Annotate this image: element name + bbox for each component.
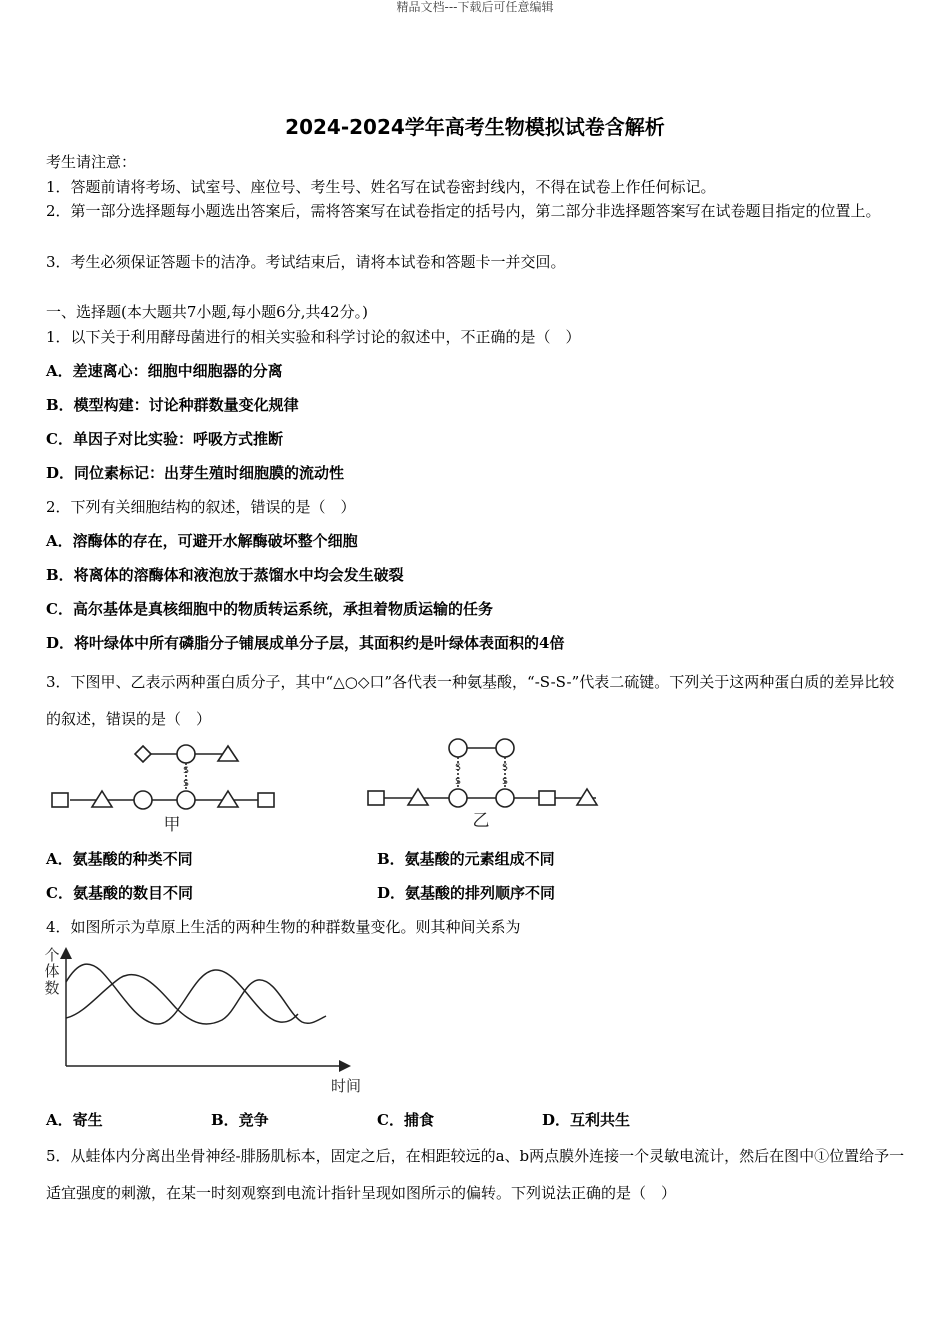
q3-option-a: A．氨基酸的种类不同 bbox=[46, 850, 193, 868]
ss-bond-label: S bbox=[502, 777, 508, 787]
square-shape bbox=[539, 791, 555, 805]
circle-shape bbox=[134, 791, 152, 809]
triangle-shape bbox=[92, 791, 112, 807]
notice-heading: 考生请注意： bbox=[46, 153, 137, 171]
q1-option-c: C．单因子对比实验：呼吸方式推断 bbox=[46, 430, 283, 448]
diamond-shape bbox=[135, 746, 151, 762]
ss-bond-label: S bbox=[455, 763, 461, 773]
header-note: 精品文档---下载后可任意编辑 bbox=[396, 0, 554, 14]
y-axis-label: 数 bbox=[44, 979, 60, 997]
q1-option-d: D．同位素标记：出芽生殖时细胞膜的流动性 bbox=[46, 464, 345, 482]
circle-shape bbox=[449, 739, 467, 757]
q1-option-a: A．差速离心：细胞中细胞器的分离 bbox=[46, 362, 283, 380]
protein-figure bbox=[46, 738, 616, 838]
q5-stem: 5．从蛙体内分离出坐骨神经-腓肠肌标本，固定之后，在相距较远的a、b两点膜外连接一个灵敏电流计，然后在图中①位置给予一适宜强度的刺激，在某一时刻观察到电流计指针呈现如图所示的偏转。下列说法正确的是（ ） bbox=[46, 1147, 905, 1202]
q2-stem: 2．下列有关细胞结构的叙述，错误的是（ ） bbox=[46, 498, 356, 516]
q3-option-c: C．氨基酸的数目不同 bbox=[46, 884, 193, 902]
y-axis-label: 体 bbox=[44, 962, 60, 980]
notice-item-3: 3．考生必须保证答题卡的洁净。考试结束后，请将本试卷和答题卡一并交回。 bbox=[46, 253, 566, 271]
population-curve-b bbox=[66, 975, 326, 1024]
q2-option-a: A．溶酶体的存在，可避开水解酶破坏整个细胞 bbox=[46, 532, 358, 550]
ss-bond-label: S bbox=[455, 777, 461, 787]
q4-stem: 4．如图所示为草原上生活的两种生物的种群数量变化。则其种间关系为 bbox=[46, 918, 521, 936]
q4-option-b: B．竞争 bbox=[211, 1111, 269, 1129]
triangle-shape bbox=[408, 789, 428, 805]
q3-stem: 3．下图甲、乙表示两种蛋白质分子，其中“△○◇口”各代表一种氨基酸，“-S-S-”代表二硫键。下列关于这两种蛋白质的差异比较的叙述，错误的是（ ） bbox=[46, 673, 895, 728]
x-axis-label: 时间 bbox=[330, 1077, 362, 1095]
q4-option-a: A．寄生 bbox=[46, 1111, 103, 1129]
notice-item-2: 2．第一部分选择题每小题选出答案后，需将答案写在试卷指定的括号内，第二部分非选择题答案写在试卷题目指定的位置上。 bbox=[46, 202, 881, 220]
square-shape bbox=[52, 793, 68, 807]
triangle-shape bbox=[577, 789, 597, 805]
q2-option-d: D．将叶绿体中所有磷脂分子铺展成单分子层，其面积约是叶绿体表面积的4倍 bbox=[46, 634, 565, 652]
q3-option-b: B．氨基酸的元素组成不同 bbox=[377, 850, 555, 868]
q2-option-b: B．将离体的溶酶体和液泡放于蒸馏水中均会发生破裂 bbox=[46, 566, 404, 584]
q3-option-d: D．氨基酸的排列顺序不同 bbox=[377, 884, 556, 902]
ss-bond-label: S bbox=[183, 779, 189, 789]
figure-label-a: 甲 bbox=[163, 815, 181, 835]
square-shape bbox=[368, 791, 384, 805]
ss-bond-label: S bbox=[502, 763, 508, 773]
circle-shape bbox=[177, 745, 195, 763]
q1-stem: 1．以下关于利用酵母菌进行的相关实验和科学讨论的叙述中，不正确的是（ ） bbox=[46, 328, 581, 346]
circle-shape bbox=[177, 791, 195, 809]
population-chart bbox=[40, 942, 370, 1098]
triangle-shape bbox=[218, 791, 238, 807]
circle-shape bbox=[496, 739, 514, 757]
q2-option-c: C．高尔基体是真核细胞中的物质转运系统，承担着物质运输的任务 bbox=[46, 600, 493, 618]
notice-item-1: 1．答题前请将考场、试室号、座位号、考生号、姓名写在试卷密封线内，不得在试卷上作任何标记。 bbox=[46, 178, 716, 196]
q1-option-b: B．模型构建：讨论种群数量变化规律 bbox=[46, 396, 299, 414]
q4-option-c: C．捕食 bbox=[377, 1111, 434, 1129]
circle-shape bbox=[496, 789, 514, 807]
ss-bond-label: S bbox=[183, 766, 189, 776]
figure-label-b: 乙 bbox=[472, 811, 490, 831]
section-heading: 一、选择题(本大题共7小题,每小题6分,共42分。) bbox=[46, 303, 368, 321]
circle-shape bbox=[449, 789, 467, 807]
q4-option-d: D．互利共生 bbox=[542, 1111, 631, 1129]
page-title: 2024-2024学年高考生物模拟试卷含解析 bbox=[285, 115, 665, 139]
square-shape bbox=[258, 793, 274, 807]
y-axis-label: 个 bbox=[44, 946, 60, 964]
